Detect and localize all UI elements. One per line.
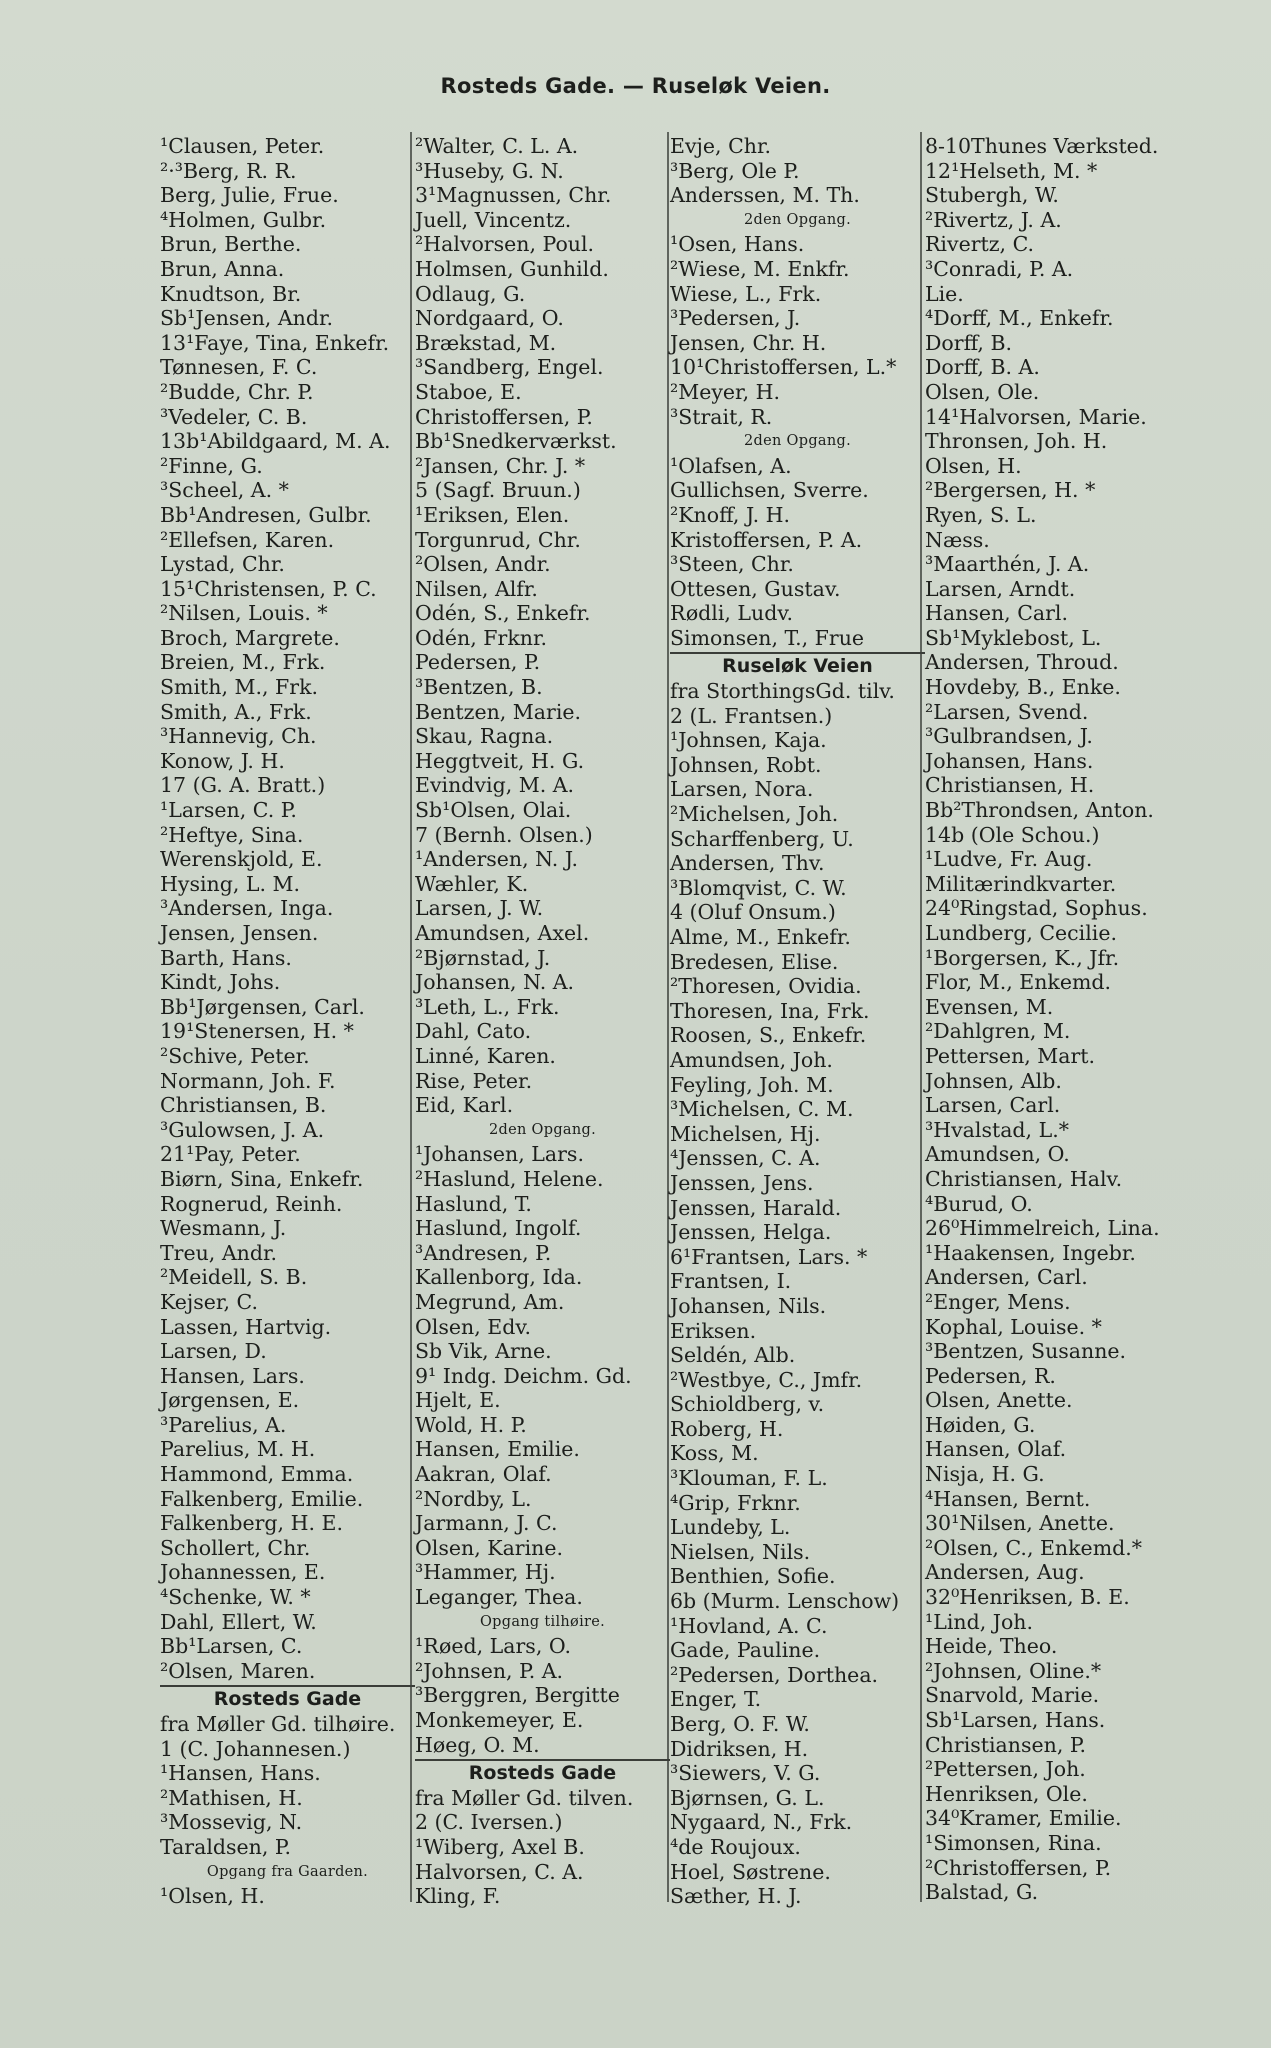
directory-entry: Snarvold, Marie. [925,1683,1100,1708]
directory-entry: Bjørnsen, G. L. [670,1785,825,1810]
directory-entry: Andersen, Carl. [925,1265,1088,1290]
directory-entry: Evensen, M. [925,994,1054,1019]
directory-entry: Eriksen. [670,1318,757,1343]
directory-entry: Brækstad, M. [415,330,557,355]
directory-entry: ²Meidell, S. B. [160,1265,308,1290]
directory-entry: fra Møller Gd. tilhøire. [160,1712,396,1736]
directory-entry: Nisja, H. G. [925,1462,1045,1487]
directory-entry: Christoffersen, P. [415,404,593,429]
directory-entry: ⁴Holmen, Gulbr. [160,207,327,232]
directory-entry: Thoresen, Ina, Frk. [670,998,870,1023]
directory-entry: Thronsen, Joh. H. [925,429,1108,454]
directory-entry: Høeg, O. M. [415,1732,540,1757]
directory-entry: Hansen, Olaf. [925,1437,1067,1462]
directory-entry: Rivertz, C. [925,232,1035,257]
directory-entry: ²Christoffersen, P. [925,1855,1112,1880]
directory-entry: ³Michelsen, C. M. [670,1097,854,1122]
page-header: Rosteds Gade. — Ruseløk Veien. [440,74,831,98]
column-2 [415,134,670,1909]
directory-entry: Sb¹Myklebost, L. [925,625,1102,650]
directory-entry: ³Parelius, A. [160,1412,287,1437]
directory-entry: Larsen, Nora. [670,777,814,802]
directory-entry: Bb¹Andresen, Gulbr. [160,502,372,527]
directory-entry: ²Nordby, L. [415,1486,532,1511]
directory-entry: ²Knoff, J. H. [670,502,790,527]
directory-entry: ²Johnsen, Oline.* [925,1658,1102,1683]
directory-entry: ²Nilsen, Louis. * [160,601,328,626]
directory-entry: Hjelt, E. [415,1388,501,1413]
directory-entry: ³Huseby, G. N. [415,158,564,183]
directory-entry: Wesmann, J. [160,1216,287,1241]
directory-entry: Evje, Chr. [670,134,772,158]
directory-entry: Rødli, Ludv. [670,601,794,626]
stairway-note: 2den Opgang. [744,211,851,228]
directory-entry: Kejser, C. [160,1289,258,1314]
directory-entry: ³Pedersen, J. [670,306,801,331]
directory-entry: ³Gulbrandsen, J. [925,724,1093,749]
directory-entry: Sb¹Larsen, Hans. [925,1708,1106,1732]
directory-entry: 7 (Bernh. Olsen.) [415,822,593,847]
directory-entry: Olsen, Anette. [925,1388,1073,1413]
directory-entry: Kindt, Johs. [160,970,281,995]
directory-entry: Larsen, J. W. [415,896,544,921]
directory-entry: Christiansen, H. [925,773,1095,798]
directory-entry: Jenssen, Helga. [670,1220,832,1245]
directory-entry: 24⁰Ringstad, Sophus. [925,896,1148,921]
directory-entry: 8-10Thunes Værksted. [925,134,1159,158]
directory-entry: Odlaug, G. [415,281,526,306]
directory-entry: Næss. [925,527,990,552]
directory-entry: ²Jansen, Chr. J. * [415,453,586,478]
directory-entry: Jarmann, J. C. [415,1511,558,1536]
directory-entry: Skau, Ragna. [415,724,554,749]
directory-entry: ³Conradi, P. A. [925,256,1074,281]
directory-entry: ²Heftye, Sina. [160,822,304,847]
directory-entry: fra Møller Gd. tilven. [415,1785,634,1810]
directory-entry: Knudtson, Br. [160,281,302,306]
directory-entry: Megrund, Am. [415,1289,565,1314]
directory-entry: Jenssen, Harald. [670,1195,842,1220]
directory-entry: Amundsen, Joh. [670,1047,833,1072]
directory-entry: 6¹Frantsen, Lars. * [670,1244,868,1269]
directory-entry: ¹Hansen, Hans. [160,1761,321,1786]
directory-entry: Simonsen, T., Frue [670,625,865,650]
directory-entry: Christiansen, B. [160,1093,327,1118]
directory-entry: ³Hvalstad, L.* [925,1117,1069,1142]
directory-entry: ²Finne, G. [160,453,263,478]
directory-entry: Feyling, Joh. M. [670,1072,834,1097]
directory-entry: ¹Andersen, N. J. [415,847,578,872]
directory-entry: ²Dahlgren, M. [925,1019,1071,1044]
directory-entry: 32⁰Henriksen, B. E. [925,1585,1130,1610]
directory-entry: Lundberg, Cecilie. [925,921,1117,945]
directory-entry: Sæther, H. J. [670,1884,802,1909]
directory-entry: Bb²Throndsen, Anton. [925,798,1154,823]
directory-entry: Didriksen, H. [670,1736,809,1761]
directory-entry: Sb¹Jensen, Andr. [160,306,334,331]
directory-entry: ⁴Burud, O. [925,1191,1033,1216]
directory-entry: Michelsen, Hj. [670,1121,821,1146]
directory-entry: ²Budde, Chr. P. [160,379,314,404]
directory-entry: Hansen, Carl. [925,601,1068,626]
directory-entry: Kallenborg, Ida. [415,1265,583,1290]
directory-entry: ¹Simonsen, Rina. [925,1830,1102,1855]
directory-entry: ²Johnsen, P. A. [415,1658,564,1683]
directory-entry: Anderssen, M. Th. [670,183,860,208]
directory-entry: Wiese, L., Frk. [670,281,822,306]
directory-entry: Rise, Peter. [415,1068,533,1093]
directory-entry: ³Berggren, Bergitte [415,1683,620,1708]
directory-entry: Olsen, Karine. [415,1535,563,1560]
directory-entry: Leganger, Thea. [415,1585,583,1610]
column-3 [670,134,925,1909]
directory-entry: Linné, Karen. [415,1043,556,1068]
directory-entry: ¹Johansen, Lars. [415,1142,584,1167]
directory-entry: 2 (C. Iversen.) [415,1810,563,1835]
directory-entry: ¹Olsen, H. [160,1884,265,1909]
directory-entry: Amundsen, O. [925,1142,1070,1167]
directory-entry: ³Bentzen, B. [415,675,543,700]
directory-entry: 4 (Oluf Onsum.) [670,900,836,925]
directory-entry: Hoel, Søstrene. [670,1859,831,1884]
directory-entry: ²·³Berg, R. R. [160,158,297,183]
directory-entry: Parelius, M. H. [160,1437,316,1462]
directory-entry: Henriksen, Ole. [925,1781,1088,1806]
directory-entry: Normann, Joh. F. [160,1068,336,1093]
directory-entry: Roosen, S., Enkefr. [670,1023,867,1048]
directory-entry: Wæhler, K. [415,871,529,896]
directory-entry: ³Gulowsen, J. A. [160,1117,325,1142]
directory-entry: ²Olsen, Maren. [160,1658,316,1683]
directory-entry: fra StorthingsGd. tilv. [670,679,895,704]
directory-entry: Haslund, Ingolf. [415,1216,582,1241]
directory-entry: Gullichsen, Sverre. [670,478,869,503]
directory-entry: 26⁰Himmelreich, Lina. [925,1216,1160,1241]
stairway-note: Opgang tilhøire. [479,1613,606,1630]
directory-entry: Hammond, Emma. [160,1462,354,1487]
directory-entry: Falkenberg, H. E. [160,1511,343,1536]
directory-entry: ²Ellefsen, Karen. [160,527,335,552]
directory-entry: Wold, H. P. [415,1412,527,1437]
directory-entry: Alme, M., Enkefr. [670,925,851,949]
directory-entry: ²Pettersen, Joh. [925,1757,1086,1782]
directory-entry: Broch, Margrete. [160,625,340,650]
directory-entry: Nordgaard, O. [415,306,564,331]
directory-entry: Evindvig, M. A. [415,773,575,798]
directory-entry: ²Schive, Peter. [160,1043,310,1068]
directory-entry: 13b¹Abildgaard, M. A. [160,429,391,454]
stairway-note: 2den Opgang. [744,433,851,450]
directory-entry: Nygaard, N., Frk. [670,1810,853,1835]
directory-entry: ³Leth, L., Frk. [415,994,560,1019]
directory-entry: ¹Clausen, Peter. [160,134,325,158]
directory-entry: 15¹Christensen, P. C. [160,576,377,601]
directory-entry: ¹Borgersen, K., Jfr. [925,945,1120,970]
directory-entry: Sb¹Olsen, Olai. [415,798,572,823]
directory-entry: Christiansen, Halv. [925,1166,1123,1191]
directory-entry: Juell, Vincentz. [415,207,572,232]
directory-entry: 30¹Nilsen, Anette. [925,1511,1115,1536]
street-heading: Rosteds Gade [160,1685,415,1712]
directory-entry: Jørgensen, E. [160,1388,300,1413]
directory-entry: Falkenberg, Emilie. [160,1486,364,1511]
directory-entry: Dahl, Ellert, W. [160,1609,317,1634]
directory-entry: Olsen, H. [925,453,1022,478]
directory-entry: ¹Johnsen, Kaja. [670,728,827,753]
directory-entry: Scharffenberg, U. [670,826,854,851]
directory-entry: ³Siewers, V. G. [670,1761,821,1786]
directory-entry: 12¹Helseth, M. * [925,158,1098,183]
directory-entry: Konow, J. H. [160,748,285,773]
directory-entry: Olsen, Ole. [925,379,1040,404]
directory-entry: Amundsen, Axel. [415,921,590,945]
directory-entry: ¹Osen, Hans. [670,232,805,257]
directory-entry: 17 (G. A. Bratt.) [160,773,326,798]
directory-entry: ¹Lind, Joh. [925,1609,1034,1634]
directory-entry: Staboe, E. [415,379,522,404]
directory-entry: Dahl, Cato. [415,1019,532,1044]
directory-entry: Benthien, Sofie. [670,1564,836,1589]
directory-entry: Lundeby, L. [670,1515,791,1540]
directory-entry: Jenssen, Jens. [670,1170,814,1195]
directory-entry: Brun, Berthe. [160,232,302,257]
directory-entry: Torgunrud, Chr. [415,527,581,552]
directory-entry: Larsen, Carl. [925,1093,1061,1118]
directory-entry: ²Bergersen, H. * [925,478,1096,503]
directory-entry: ²Walter, C. L. A. [415,134,579,158]
directory-entry: Kophal, Louise. * [925,1314,1102,1339]
directory-entry: Hansen, Emilie. [415,1437,580,1462]
directory-entry: 6b (Murm. Lenschow) [670,1589,900,1614]
directory-entry: Smith, M., Frk. [160,675,319,700]
directory-entry: ³Klouman, F. L. [670,1466,828,1491]
directory-entry: Berg, Julie, Frue. [160,183,339,208]
directory-entry: ⁴de Roujoux. [670,1834,801,1859]
directory-entry: Johannessen, E. [160,1560,326,1585]
directory-entry: Flor, M., Enkemd. [925,970,1112,995]
directory-entry: ²Enger, Mens. [925,1289,1071,1314]
directory-entry: Biørn, Sina, Enkefr. [160,1166,364,1191]
directory-entry: ³Steen, Chr. [670,552,794,577]
directory-entry: Sb Vik, Arne. [415,1339,552,1364]
directory-entry: ²Olsen, Andr. [415,552,551,577]
directory-entry: Treu, Andr. [160,1240,278,1265]
directory-entry: Odén, S., Enkefr. [415,601,591,626]
stairway-note: 2den Opgang. [489,1121,596,1138]
directory-entry: Lassen, Hartvig. [160,1314,332,1339]
directory-entry: Monkemeyer, E. [415,1708,584,1732]
directory-entry: Larsen, D. [160,1339,267,1364]
directory-entry: ⁴Schenke, W. * [160,1585,311,1610]
directory-entry: ³Andersen, Inga. [160,896,334,921]
directory-entry: Lie. [925,281,964,306]
directory-entry: Johansen, N. A. [415,970,575,995]
directory-entry: Johansen, Hans. [925,748,1094,773]
directory-entry: Pedersen, R. [925,1363,1056,1388]
directory-entry: ³Blomqvist, C. W. [670,875,847,900]
directory-entry: 13¹Faye, Tina, Enkefr. [160,330,390,355]
directory-entry: 34⁰Kramer, Emilie. [925,1806,1122,1831]
directory-entry: Taraldsen, P. [160,1834,292,1859]
directory-entry: ¹Olafsen, A. [670,453,792,478]
directory-entry: 1 (C. Johannesen.) [160,1736,351,1761]
directory-entry: Bb¹Jørgensen, Carl. [160,994,365,1019]
directory-entry: ¹Hovland, A. C. [670,1613,828,1638]
directory-entry: ³Maarthén, J. A. [925,552,1090,577]
directory-entry: ²Westbye, C., Jmfr. [670,1367,863,1392]
directory-entry: Pedersen, P. [415,650,541,675]
directory-entry: Andersen, Aug. [925,1560,1085,1585]
directory-entry: Hysing, L. M. [160,871,301,896]
directory-entry: 5 (Sagf. Bruun.) [415,478,581,503]
directory-entry: Høiden, G. [925,1412,1036,1437]
directory-entry: Bredesen, Elise. [670,949,839,974]
directory-entry: Larsen, Arndt. [925,576,1076,601]
directory-entry: Militærindkvarter. [925,871,1117,896]
directory-entry: ³Bentzen, Susanne. [925,1339,1127,1364]
directory-entry: Tønnesen, F. C. [160,355,318,380]
directory-entry: Pettersen, Mart. [925,1043,1096,1068]
directory-entry: ¹Haakensen, Ingebr. [925,1240,1136,1265]
directory-entry: 3¹Magnussen, Chr. [415,183,612,208]
directory-entry: Haslund, T. [415,1191,532,1216]
directory-entry: Olsen, Edv. [415,1314,532,1339]
directory-entry: ²Thoresen, Ovidia. [670,974,862,999]
street-heading: Ruseløk Veien [670,652,925,679]
directory-entry: ²Michelsen, Joh. [670,802,839,827]
directory-entry: Dorff, B. [925,330,1013,355]
stairway-note: Opgang fra Gaarden. [206,1863,369,1880]
directory-entry: 14b (Ole Schou.) [925,822,1100,847]
directory-entry: Halvorsen, C. A. [415,1859,584,1884]
directory-entry: Jensen, Chr. H. [670,330,827,355]
directory-entry: ²Halvorsen, Poul. [415,232,595,257]
directory-entry: Kling, F. [415,1884,501,1909]
directory-entry: ²Rivertz, J. A. [925,207,1062,232]
directory-entry: Schollert, Chr. [160,1535,311,1560]
directory-entry: Odén, Frknr. [415,625,548,650]
directory-entry: Stubergh, W. [925,183,1059,208]
directory-entry: Aakran, Olaf. [415,1462,552,1487]
directory-entry: Barth, Hans. [160,945,292,970]
directory-entry: Heide, Theo. [925,1634,1058,1659]
column-1 [160,134,415,1909]
directory-entry: Enger, T. [670,1687,762,1712]
directory-entry: ⁴Jenssen, C. A. [670,1146,821,1171]
directory-entry: Lystad, Chr. [160,552,285,577]
directory-entry: 19¹Stenersen, H. * [160,1019,354,1044]
directory-entry: Eid, Karl. [415,1093,514,1118]
directory-entry: Ottesen, Gustav. [670,576,841,601]
directory-entry: ³Andresen, P. [415,1240,552,1265]
street-heading: Rosteds Gade [415,1759,670,1786]
directory-entry: 9¹ Indg. Deichm. Gd. [415,1363,632,1388]
directory-entry: ³Strait, R. [670,404,773,429]
directory-entry: Holmsen, Gunhild. [415,256,609,281]
directory-entry: ⁴Hansen, Bernt. [925,1486,1091,1511]
directory-entry: Roberg, H. [670,1416,784,1441]
directory-entry: Bb¹Larsen, C. [160,1634,303,1659]
directory-entry: ¹Eriksen, Elen. [415,502,570,527]
directory-entry: ²Wiese, M. Enkfr. [670,256,850,281]
directory-entry: ³Mossevig, N. [160,1810,303,1835]
directory-entry: Koss, M. [670,1441,759,1466]
directory-entry: 21¹Pay, Peter. [160,1142,301,1167]
directory-entry: Werenskjold, E. [160,847,323,872]
directory-entry: ³Hammer, Hj. [415,1560,556,1585]
directory-entry: Johansen, Nils. [670,1293,827,1318]
directory-entry: Dorff, B. A. [925,355,1040,380]
directory-entry: Bb¹Snedkerværkst. [415,429,617,454]
directory-entry: ²Olsen, C., Enkemd.* [925,1535,1143,1560]
directory-entry: Breien, M., Frk. [160,650,326,675]
directory-entry: Berg, O. F. W. [670,1712,810,1736]
directory-entry: ¹Ludve, Fr. Aug. [925,847,1093,872]
directory-entry: Nielsen, Nils. [670,1539,811,1564]
directory-entry: Heggtveit, H. G. [415,748,585,773]
directory-entry: Jensen, Jensen. [160,921,319,945]
directory-entry: ²Haslund, Helene. [415,1166,604,1191]
directory-entry: Bentzen, Marie. [415,699,582,724]
directory-entry: Johnsen, Alb. [925,1068,1062,1093]
directory-entry: 2 (L. Frantsen.) [670,703,833,728]
directory-entry: ³Berg, Ole P. [670,158,800,183]
directory-entry: Nilsen, Alfr. [415,576,538,601]
directory-entry: 14¹Halvorsen, Marie. [925,404,1147,429]
directory-entry: ⁴Grip, Frknr. [670,1490,801,1515]
directory-entry: ³Scheel, A. * [160,478,289,503]
directory-entry: Christiansen, P. [925,1732,1087,1757]
column-4 [925,134,1180,1905]
directory-entry: ²Pedersen, Dorthea. [670,1662,879,1687]
directory-entry: ²Larsen, Svend. [925,699,1089,724]
directory-entry: Hansen, Lars. [160,1363,305,1388]
directory-entry: ³Vedeler, C. B. [160,404,308,429]
directory-entry: Hovdeby, B., Enke. [925,675,1121,700]
directory-entry: Andersen, Thv. [670,851,825,876]
directory-entry: Gade, Pauline. [670,1638,821,1663]
directory-entry: Smith, A., Frk. [160,699,312,724]
directory-entry: Andersen, Throud. [925,650,1119,675]
directory-entry: Ryen, S. L. [925,502,1037,527]
directory-entry: Schioldberg, v. [670,1392,825,1417]
directory-entry: Seldén, Alb. [670,1343,796,1368]
directory-entry: Brun, Anna. [160,256,285,281]
directory-entry: Rognerud, Reinh. [160,1191,343,1216]
directory-entry: Kristoffersen, P. A. [670,527,863,552]
directory-entry: ²Mathisen, H. [160,1785,303,1810]
directory-entry: ¹Røed, Lars, O. [415,1634,571,1659]
directory-entry: ¹Wiberg, Axel B. [415,1834,585,1859]
directory-entry: ²Bjørnstad, J. [415,945,551,970]
directory-entry: Johnsen, Robt. [670,752,822,777]
directory-entry: Frantsen, I. [670,1269,792,1294]
directory-entry: 10¹Christoffersen, L.* [670,355,897,380]
directory-entry: ⁴Dorff, M., Enkefr. [925,306,1114,331]
directory-entry: ³Hannevig, Ch. [160,724,317,749]
directory-entry: ¹Larsen, C. P. [160,798,297,823]
directory-entry: Balstad, G. [925,1880,1039,1905]
directory-entry: ³Sandberg, Engel. [415,355,604,380]
directory-entry: ²Meyer, H. [670,379,781,404]
